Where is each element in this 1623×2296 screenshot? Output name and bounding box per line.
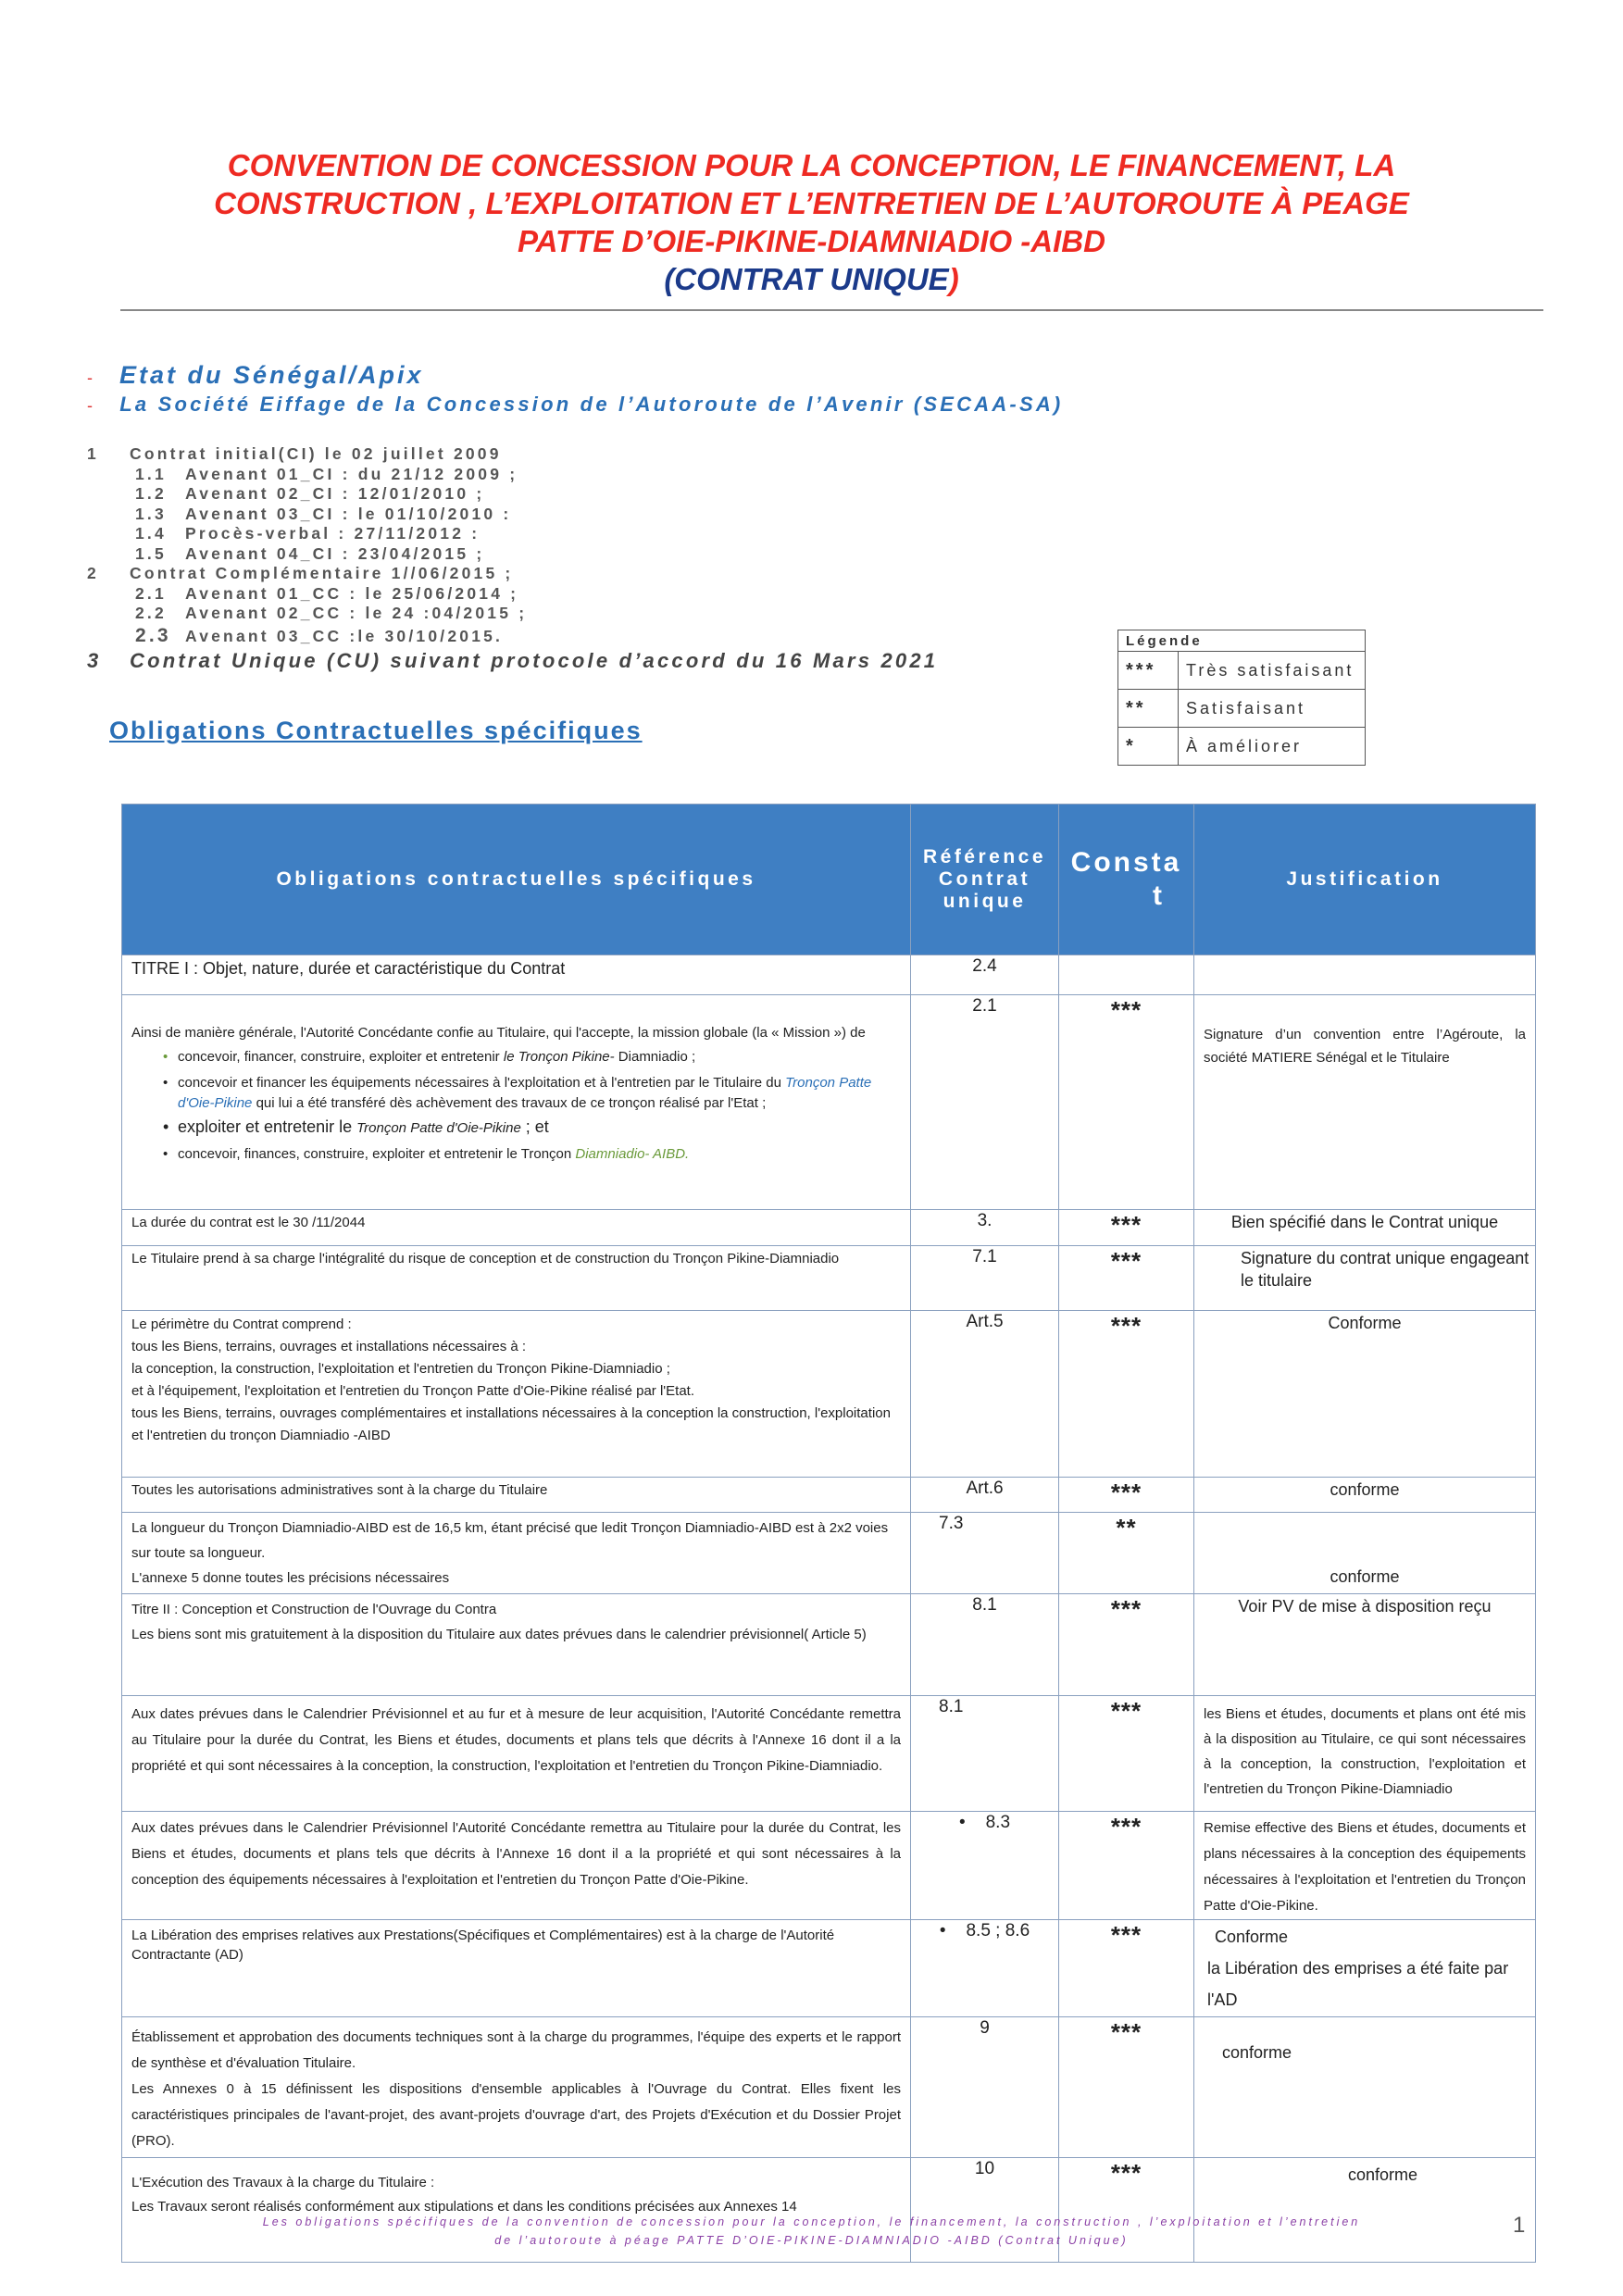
toc-num: 1.4 bbox=[135, 524, 167, 543]
reference-cell: 7.3 bbox=[911, 1513, 1059, 1594]
constat-cell: *** bbox=[1059, 1812, 1194, 1920]
legend-label: À améliorer bbox=[1179, 728, 1366, 766]
obligation-line: La longueur du Tronçon Diamniadio-AIBD est de 16,5 km, étant précisé que ledit Tronçon Diamniadio-AIBD est à 2x2 voies sur toute sa longueur. bbox=[131, 1520, 889, 1561]
justification-line: la Libération des emprises a été faite par l'AD bbox=[1207, 1959, 1509, 2009]
reference-cell: Art.5 bbox=[911, 1311, 1059, 1478]
list-text-italic: le Tronçon Pikine- bbox=[503, 1049, 615, 1065]
footer-line-1: Les obligations spécifiques de la convention de concession pour la conception, le financement, la construction , l’exploitation et l’entretien bbox=[262, 2215, 1361, 2228]
title-line-2: CONSTRUCTION , L’EXPLOITATION ET L’ENTRETIEN DE L’AUTOROUTE À PEAGE bbox=[214, 186, 1409, 220]
obligation-line: Les Annexes 0 à 15 définissent les dispositions d'ensemble applicables à l'Ouvrage du Contrat. Elles fixent les caractéristiques principales de l'avant-projet, des avant-projets d'ouvrage d'art, des Projets d'Exécution et du Dossier Projet (PRO). bbox=[131, 2081, 901, 2149]
toc-num: 2.3 bbox=[135, 624, 171, 646]
toc-subitem bbox=[87, 624, 938, 648]
obligations-table bbox=[121, 804, 1536, 2263]
party-state bbox=[87, 361, 424, 390]
constat-cell: ** bbox=[1059, 1513, 1194, 1594]
toc-num: 2.2 bbox=[135, 604, 167, 622]
party-label: La Société Eiffage de la Concession de l’Autoroute de l’Avenir (SECAA-SA) bbox=[119, 393, 1064, 416]
title-contrat-unique: (CONTRAT UNIQUE bbox=[664, 262, 949, 296]
obligation-cell bbox=[122, 995, 911, 1210]
table-row bbox=[122, 1594, 1536, 1696]
legend-symbol: *** bbox=[1118, 652, 1179, 690]
col-header-constat bbox=[1059, 805, 1194, 955]
toc-num: 2 bbox=[87, 564, 99, 582]
obligation-line: tous les Biens, terrains, ouvrages complémentaires et installations nécessaires à la conception la construction, l'exploitation et l'entretien du tronçon Diamniadio -AIBD bbox=[131, 1405, 891, 1443]
table-row bbox=[122, 2017, 1536, 2158]
table-row bbox=[122, 1478, 1536, 1513]
page-number: 1 bbox=[1513, 2213, 1526, 2238]
list-text: exploiter et entretenir le bbox=[178, 1117, 357, 1136]
justification-cell bbox=[1194, 955, 1536, 995]
table-row bbox=[122, 1696, 1536, 1812]
obligation-line: et à l'équipement, l'exploitation et l'entretien du Tronçon Patte d'Oie-Pikine réalisé par l'Etat. bbox=[131, 1383, 694, 1399]
reference-value: 8.5 ; 8.6 bbox=[966, 1921, 1030, 1940]
list-item bbox=[178, 1114, 901, 1142]
justification-cell: Voir PV de mise à disposition reçu bbox=[1194, 1594, 1536, 1696]
constat-cell: *** bbox=[1059, 1246, 1194, 1311]
toc-subitem bbox=[87, 584, 938, 605]
legend-header: Légende bbox=[1118, 630, 1366, 652]
obligation-line: Les biens sont mis gratuitement à la disposition du Titulaire aux dates prévues dans le calendrier prévisionnel( Article 5) bbox=[131, 1627, 867, 1642]
toc-num: 1.1 bbox=[135, 464, 167, 483]
reference-cell: 7.1 bbox=[911, 1246, 1059, 1311]
bullet: • bbox=[939, 1921, 946, 1940]
justification-cell: Remise effective des Biens et études, documents et plans nécessaires à la conception des équipements nécessaires à l'exploitation et l'entretien du Tronçon Patte d'Oie-Pikine. bbox=[1194, 1812, 1536, 1920]
constat-cell: *** bbox=[1059, 995, 1194, 1210]
page-footer bbox=[185, 2213, 1438, 2250]
legend-symbol: * bbox=[1118, 728, 1179, 766]
constat-cell: *** bbox=[1059, 1920, 1194, 2017]
obligation-line: L'annexe 5 donne toutes les précisions nécessaires bbox=[131, 1570, 450, 1586]
constat-line-1: Consta bbox=[1070, 847, 1182, 878]
toc-num: 1.3 bbox=[135, 504, 167, 523]
obligation-intro: Ainsi de manière générale, l'Autorité Concédante confie au Titulaire, qui l'accepte, la mission globale (la « Mission ») de bbox=[131, 1025, 866, 1041]
constat-cell: *** bbox=[1059, 1696, 1194, 1812]
toc-text: Avenant 01_CI : du 21/12 2009 ; bbox=[185, 464, 518, 483]
list-text: concevoir, financer, construire, exploiter et entretenir bbox=[178, 1049, 504, 1065]
toc-num: 2.1 bbox=[135, 583, 167, 603]
table-row bbox=[122, 1311, 1536, 1478]
obligation-line: tous les Biens, terrains, ouvrages et installations nécessaires à : bbox=[131, 1339, 527, 1354]
document-title bbox=[120, 146, 1503, 298]
table-row bbox=[122, 1920, 1536, 2017]
title-paren: ) bbox=[948, 262, 959, 296]
section-title: Obligations Contractuelles spécifiques bbox=[109, 717, 643, 744]
list-text: Diamniadio ; bbox=[614, 1049, 696, 1065]
justification-cell: conforme bbox=[1194, 1513, 1536, 1594]
obligation-line: Titre II : Conception et Construction de l'Ouvrage du Contra bbox=[131, 1602, 497, 1617]
reference-cell: 10 bbox=[911, 2158, 1059, 2263]
constat-cell: *** bbox=[1059, 1478, 1194, 1513]
list-text: ; et bbox=[520, 1117, 549, 1136]
justification-cell: Bien spécifié dans le Contrat unique bbox=[1194, 1210, 1536, 1246]
title-line-1: CONVENTION DE CONCESSION POUR LA CONCEPTION, LE FINANCEMENT, LA bbox=[227, 148, 1396, 182]
toc-num: 1.2 bbox=[135, 484, 167, 503]
list-text: concevoir et financer les équipements nécessaires à l'exploitation et à l'entretien par le Titulaire du bbox=[178, 1075, 786, 1091]
reference-cell: 9 bbox=[911, 2017, 1059, 2158]
justification-cell: conforme bbox=[1194, 2158, 1536, 2263]
list-item bbox=[178, 1142, 901, 1167]
toc-subitem bbox=[87, 544, 938, 565]
legend-table bbox=[1117, 630, 1366, 766]
toc-subitem bbox=[87, 524, 938, 544]
justification-cell: Signature du contrat unique engageant le titulaire bbox=[1194, 1246, 1536, 1311]
toc-text: Contrat initial(CI) le 02 juillet 2009 bbox=[130, 444, 502, 463]
obligation-cell: Aux dates prévues dans le Calendrier Prévisionnel l'Autorité Concédante remettra au Titulaire pour la durée du Contrat, les Biens et études, documents et plans tels que décrits à l'Annexe 16 dont il a la propriété et qui sont nécessaires à la conception des équipements nécessaires à l'exploitation et l'entretien du Tronçon Patte d'Oie-Pikine. bbox=[122, 1812, 911, 1920]
party-label: Etat du Sénégal/Apix bbox=[119, 361, 424, 389]
toc-num: 1 bbox=[87, 444, 99, 463]
constat-cell: *** bbox=[1059, 2017, 1194, 2158]
toc-subitem bbox=[87, 604, 938, 624]
legend-symbol: ** bbox=[1118, 690, 1179, 728]
title-divider bbox=[120, 309, 1543, 311]
toc-text: Contrat Unique (CU) suivant protocole d’accord du 16 Mars 2021 bbox=[130, 648, 939, 672]
reference-cell: 3. bbox=[911, 1210, 1059, 1246]
constat-cell: *** bbox=[1059, 1311, 1194, 1478]
title-line-3: PATTE D’OIE-PIKINE-DIAMNIADIO -AIBD bbox=[518, 224, 1105, 258]
table-row bbox=[122, 955, 1536, 995]
toc-num: 3 bbox=[87, 648, 102, 672]
constat-cell: *** bbox=[1059, 2158, 1194, 2263]
reference-cell: 2.4 bbox=[911, 955, 1059, 995]
party-dash: - bbox=[87, 396, 96, 415]
reference-cell: 8.1 bbox=[911, 1696, 1059, 1812]
contract-history-list bbox=[87, 444, 938, 674]
reference-cell: 2.1 bbox=[911, 995, 1059, 1210]
obligation-cell bbox=[122, 1594, 911, 1696]
constat-cell: *** bbox=[1059, 1594, 1194, 1696]
list-text: qui lui a été transféré dès achèvement des travaux de ce tronçon réalisé par l'Etat ; bbox=[252, 1095, 767, 1111]
legend-label: Très satisfaisant bbox=[1179, 652, 1366, 690]
col-header-justification: Justification bbox=[1194, 805, 1536, 955]
obligation-cell: La Libération des emprises relatives aux Prestations(Spécifiques et Complémentaires) est à la charge de l'Autorité Contractante (AD) bbox=[122, 1920, 911, 2017]
justification-cell: les Biens et études, documents et plans ont été mis à la disposition au Titulaire, ce qui sont nécessaires à la conception, la construction, l'exploitation et l'entretien du Tronçon Pikine-Diamniadio bbox=[1194, 1696, 1536, 1812]
toc-text: Avenant 04_CI : 23/04/2015 ; bbox=[185, 543, 485, 563]
constat-cell bbox=[1059, 955, 1194, 995]
justification-cell: Signature d’un convention entre l’Agéroute, la société MATIERE Sénégal et le Titulaire bbox=[1194, 995, 1536, 1210]
obligation-cell: La durée du contrat est le 30 /11/2044 bbox=[122, 1210, 911, 1246]
toc-text: Procès-verbal : 27/11/2012 : bbox=[185, 524, 481, 543]
reference-cell bbox=[911, 1920, 1059, 2017]
justification-cell: conforme bbox=[1194, 1478, 1536, 1513]
toc-item bbox=[87, 444, 938, 465]
toc-text: Avenant 03_CC :le 30/10/2015. bbox=[185, 626, 504, 645]
toc-text: Avenant 02_CC : le 24 :04/2015 ; bbox=[185, 604, 528, 622]
list-text: concevoir, finances, construire, exploiter et entretenir le Tronçon bbox=[178, 1146, 576, 1162]
toc-num: 1.5 bbox=[135, 543, 167, 563]
obligation-cell bbox=[122, 1513, 911, 1594]
obligation-cell: Aux dates prévues dans le Calendrier Prévisionnel et au fur et à mesure de leur acquisition, l'Autorité Concédante remettra au Titulaire pour la durée du Contrat, les Biens et études, documents et plans tels que décrits à l'Annexe 16 dont il a la propriété et qui sont nécessaires à la conception, la construction, l'exploitation et l'entretien du Tronçon Pikine-Diamniadio. bbox=[122, 1696, 911, 1812]
list-text-italic: Tronçon Patte d'Oie-Pikine bbox=[178, 1075, 872, 1111]
obligation-cell: Toutes les autorisations administratives sont à la charge du Titulaire bbox=[122, 1478, 911, 1513]
list-item bbox=[178, 1070, 901, 1114]
toc-subitem bbox=[87, 505, 938, 525]
table-row bbox=[122, 1210, 1536, 1246]
footer-line-2: de l’autoroute à péage PATTE D’OIE-PIKINE-DIAMNIADIO -AIBD (Contrat Unique) bbox=[494, 2234, 1129, 2247]
toc-item bbox=[87, 564, 938, 584]
obligation-cell bbox=[122, 2017, 911, 2158]
obligation-line: Établissement et approbation des documents techniques sont à la charge du programmes, l'équipe des experts et le rapport de synthèse et d'évaluation Titulaire. bbox=[131, 2029, 901, 2071]
reference-cell: 8.1 bbox=[911, 1594, 1059, 1696]
table-row bbox=[122, 1513, 1536, 1594]
toc-subitem bbox=[87, 484, 938, 505]
mission-list bbox=[131, 1044, 901, 1167]
constat-line-2: t bbox=[1153, 880, 1165, 911]
justification-cell: Conforme bbox=[1194, 1311, 1536, 1478]
party-company bbox=[87, 393, 1063, 417]
obligation-cell bbox=[122, 1311, 911, 1478]
constat-cell: *** bbox=[1059, 1210, 1194, 1246]
obligation-cell: Le Titulaire prend à sa charge l'intégralité du risque de conception et de construction du Tronçon Pikine-Diamniadio bbox=[122, 1246, 911, 1311]
party-dash: - bbox=[87, 368, 95, 387]
reference-cell bbox=[911, 1812, 1059, 1920]
justification-line: Conforme bbox=[1215, 1928, 1289, 1946]
obligation-line: L'Exécution des Travaux à la charge du Titulaire : bbox=[131, 2175, 435, 2190]
col-header-obligations: Obligations contractuelles spécifiques bbox=[122, 805, 911, 955]
legend-label: Satisfaisant bbox=[1179, 690, 1366, 728]
toc-text: Avenant 03_CI : le 01/10/2010 : bbox=[185, 504, 512, 523]
toc-text: Contrat Complémentaire 1//06/2015 ; bbox=[130, 564, 514, 582]
justification-cell: conforme bbox=[1194, 2017, 1536, 2158]
obligation-line: Les Travaux seront réalisés conformément aux stipulations et dans les conditions précisées aux Annexes 14 bbox=[131, 2199, 797, 2215]
table-row bbox=[122, 1812, 1536, 1920]
table-row bbox=[122, 995, 1536, 1210]
table-header-row bbox=[122, 805, 1536, 955]
list-text-italic: Tronçon Patte d'Oie-Pikine bbox=[356, 1120, 521, 1136]
list-item bbox=[178, 1044, 901, 1070]
col-header-reference: Référence Contrat unique bbox=[911, 805, 1059, 955]
toc-text: Avenant 02_CI : 12/01/2010 ; bbox=[185, 484, 485, 503]
toc-item bbox=[87, 648, 938, 674]
title-line-4 bbox=[120, 260, 1503, 298]
obligation-line: Le périmètre du Contrat comprend : bbox=[131, 1316, 352, 1332]
reference-value: 8.3 bbox=[985, 1813, 1011, 1832]
toc-subitem bbox=[87, 465, 938, 485]
justification-cell bbox=[1194, 1920, 1536, 2017]
reference-cell: Art.6 bbox=[911, 1478, 1059, 1513]
obligation-line: la conception, la construction, l'exploitation et l'entretien du Tronçon Pikine-Diamniadio ; bbox=[131, 1361, 670, 1377]
list-text-italic: Diamniadio- AIBD. bbox=[575, 1146, 690, 1162]
toc-text: Avenant 01_CC : le 25/06/2014 ; bbox=[185, 583, 519, 603]
table-row bbox=[122, 1246, 1536, 1311]
bullet: • bbox=[958, 1813, 966, 1832]
obligation-cell: TITRE I : Objet, nature, durée et caractéristique du Contrat bbox=[122, 955, 911, 995]
